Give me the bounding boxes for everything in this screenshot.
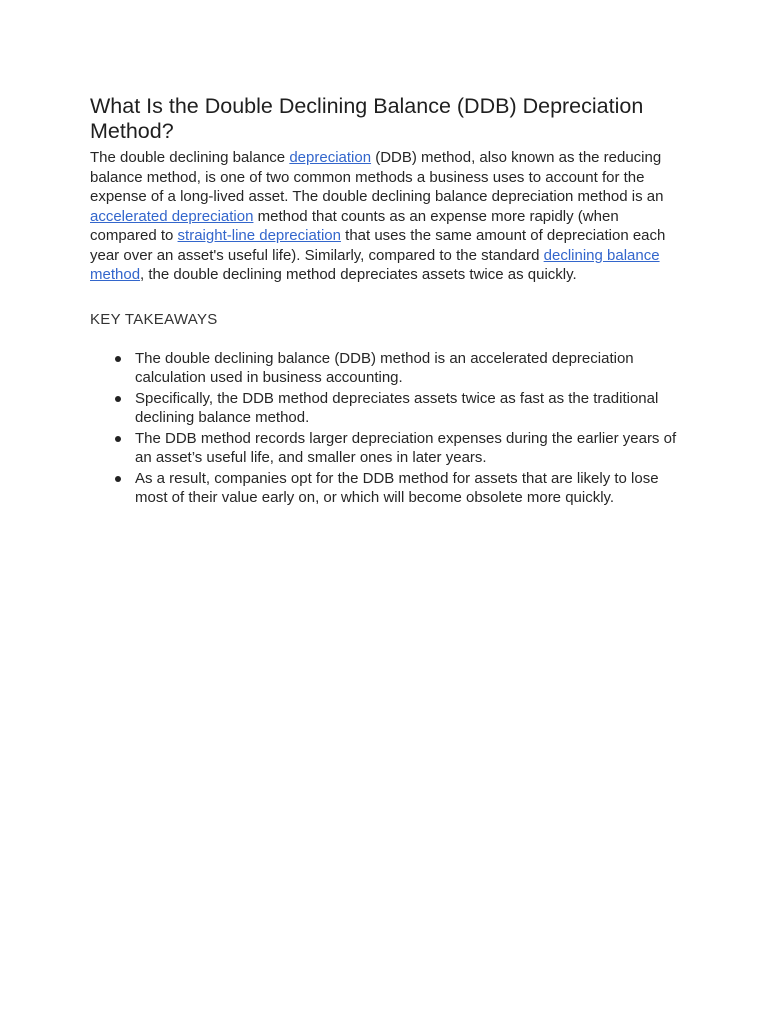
- depreciation-link[interactable]: depreciation: [289, 149, 372, 166]
- list-item-text: Specifically, the DDB method depreciates assets twice as fast as the traditional declining balance method.: [135, 389, 659, 426]
- intro-text-1: The double declining balance: [90, 149, 290, 166]
- straight-line-depreciation-link[interactable]: straight-line depreciation: [177, 227, 341, 244]
- bullet-icon: [115, 396, 121, 402]
- bullet-icon: [115, 436, 121, 442]
- list-item-text: The double declining balance (DDB) method is an accelerated depreciation calculation used in business accounting.: [135, 349, 634, 386]
- list-item-text: The DDB method records larger depreciation expenses during the earlier years of an asset’s useful life, and smaller ones in later years.: [135, 429, 677, 466]
- list-item: [90, 389, 680, 428]
- declining-balance-method-link[interactable]: declining balance method: [90, 246, 660, 283]
- intro-text-4: that uses the same amount of depreciation each year over an asset's useful life). Similarly, compared to the standard: [90, 227, 666, 264]
- page-title: What Is the Double Declining Balance (DDB) Depreciation Method?: [90, 94, 644, 143]
- bullet-icon: [115, 356, 121, 362]
- intro-text-2: (DDB) method, also known as the reducing balance method, is one of two common methods a business uses to account for the expense of a long-lived asset. The double declining balance depreciation method is an: [90, 149, 664, 205]
- intro-text-5: , the double declining method depreciates assets twice as quickly.: [140, 266, 577, 283]
- list-item: [90, 349, 680, 388]
- document-page: [90, 94, 680, 509]
- list-item: [90, 469, 680, 508]
- accelerated-depreciation-link[interactable]: accelerated depreciation: [90, 207, 254, 225]
- intro-paragraph: [90, 148, 680, 285]
- key-takeaways-list: [90, 349, 680, 508]
- key-takeaways-heading: KEY TAKEAWAYS: [90, 310, 218, 328]
- intro-text-3: method that counts as an expense more rapidly (when compared to: [90, 207, 619, 244]
- list-item-text: As a result, companies opt for the DDB method for assets that are likely to lose most of their value early on, or which will become obsolete more quickly.: [135, 469, 659, 506]
- bullet-icon: [115, 476, 121, 482]
- list-item: [90, 429, 680, 468]
